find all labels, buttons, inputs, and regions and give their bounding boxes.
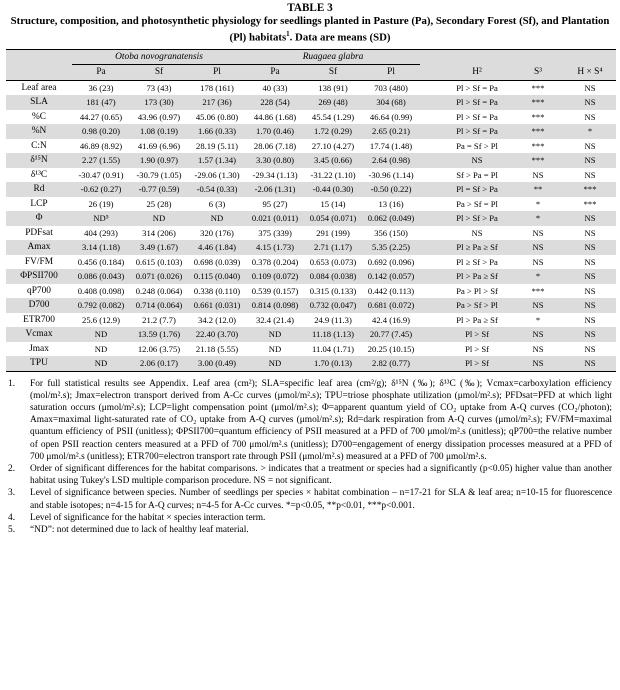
table-row bbox=[6, 240, 616, 255]
cell-ruagaea: 28.06 (7.18) bbox=[253, 140, 297, 151]
row-label: Φ bbox=[6, 211, 72, 226]
cell-ruagaea: 0.084 (0.038) bbox=[304, 269, 362, 284]
species-header-otoba: Otoba novogranatensis bbox=[72, 49, 246, 65]
cell-otoba: ND bbox=[94, 343, 108, 354]
cell-interaction-sig: NS bbox=[584, 256, 596, 267]
spacer-cell bbox=[420, 226, 442, 241]
row-label: Leaf area bbox=[21, 82, 57, 93]
cell-otoba: ND bbox=[72, 356, 130, 371]
row-label: δ¹³C bbox=[30, 169, 48, 180]
cell-ruagaea: 20.25 (10.15) bbox=[367, 343, 415, 354]
cell-ruagaea: 703 (480) bbox=[374, 82, 408, 93]
cell-otoba: 3.49 (1.67) bbox=[130, 240, 188, 255]
cell-otoba: 44.27 (0.65) bbox=[79, 111, 123, 122]
stat-header-habitat: H² bbox=[442, 65, 512, 81]
footnote bbox=[8, 524, 612, 536]
footnote-text: “ND”: not determined due to lack of healthy leaf material. bbox=[30, 525, 249, 536]
habitat-header: Sf bbox=[130, 65, 188, 81]
cell-interaction-sig: NS bbox=[564, 153, 616, 168]
cell-habitat-order: Pl > Sf = Pa bbox=[456, 82, 498, 93]
cell-ruagaea: 5.35 (2.25) bbox=[362, 240, 420, 255]
cell-otoba: 0.115 (0.040) bbox=[188, 269, 246, 284]
cell-interaction-sig: NS bbox=[584, 111, 596, 122]
cell-interaction-sig: NS bbox=[564, 95, 616, 110]
table-row bbox=[6, 269, 616, 284]
cell-interaction-sig: NS bbox=[584, 314, 596, 325]
footnote bbox=[8, 487, 612, 511]
cell-otoba: 34.2 (12.0) bbox=[198, 314, 236, 325]
cell-species-sig: *** bbox=[531, 140, 545, 151]
spacer-cell bbox=[420, 139, 442, 154]
cell-habitat-order: NS bbox=[471, 227, 483, 238]
cell-otoba: 28.19 (5.11) bbox=[196, 140, 238, 151]
cell-habitat-order: Pl > Sf bbox=[465, 343, 490, 354]
cell-otoba: 173 (30) bbox=[130, 95, 188, 110]
cell-species-sig: NS bbox=[512, 298, 564, 313]
cell-ruagaea: 2.65 (0.21) bbox=[362, 124, 420, 139]
cell-ruagaea: 2.82 (0.77) bbox=[362, 356, 420, 371]
cell-interaction-sig: NS bbox=[564, 211, 616, 226]
cell-otoba: 320 (176) bbox=[200, 227, 234, 238]
cell-habitat-order: Pa > Sf > Pl bbox=[442, 298, 512, 313]
cell-otoba: 25 (28) bbox=[146, 198, 172, 209]
cell-otoba: 0.408 (0.098) bbox=[77, 285, 125, 296]
cell-otoba: 181 (47) bbox=[72, 95, 130, 110]
cell-otoba: -0.54 (0.33) bbox=[188, 182, 246, 197]
cell-ruagaea: 27.10 (4.27) bbox=[311, 140, 355, 151]
cell-ruagaea: 20.77 (7.45) bbox=[362, 327, 420, 342]
cell-otoba: 26 (19) bbox=[88, 198, 114, 209]
cell-otoba: 21.18 (5.55) bbox=[195, 343, 239, 354]
cell-ruagaea: 0.814 (0.098) bbox=[246, 298, 304, 313]
cell-otoba: 41.69 (6.96) bbox=[137, 140, 181, 151]
header-row-habitats bbox=[6, 65, 616, 81]
row-label: ETR700 bbox=[23, 314, 55, 325]
cell-interaction-sig: NS bbox=[564, 327, 616, 342]
footnote-number: 2. bbox=[8, 464, 16, 475]
table-row bbox=[6, 153, 616, 168]
row-label: qP700 bbox=[27, 285, 51, 296]
habitat-header: Pa bbox=[246, 65, 304, 81]
habitat-header: Pl bbox=[188, 65, 246, 81]
footnote-number: 5. bbox=[8, 525, 16, 536]
cell-ruagaea: -0.44 (0.30) bbox=[304, 182, 362, 197]
cell-ruagaea: 1.72 (0.29) bbox=[304, 124, 362, 139]
spacer-cell bbox=[420, 327, 442, 342]
table-row bbox=[6, 342, 616, 357]
cell-ruagaea: 42.4 (16.9) bbox=[372, 314, 410, 325]
cell-species-sig: *** bbox=[512, 153, 564, 168]
cell-ruagaea: 0.315 (0.133) bbox=[309, 285, 357, 296]
cell-interaction-sig: NS bbox=[564, 298, 616, 313]
cell-ruagaea: 46.64 (0.99) bbox=[369, 111, 413, 122]
cell-otoba: 73 (43) bbox=[146, 82, 172, 93]
cell-habitat-order: Pa = Sf > Pl bbox=[456, 140, 498, 151]
cell-interaction-sig: *** bbox=[583, 198, 597, 209]
cell-ruagaea: -29.34 (1.13) bbox=[252, 169, 298, 180]
cell-species-sig: NS bbox=[512, 240, 564, 255]
cell-ruagaea: 17.74 (1.48) bbox=[369, 140, 413, 151]
row-label: ΦPSII700 bbox=[6, 269, 72, 284]
spacer-cell bbox=[420, 182, 442, 197]
cell-otoba: 3.14 (1.18) bbox=[72, 240, 130, 255]
table-row bbox=[6, 298, 616, 313]
cell-ruagaea: -0.50 (0.22) bbox=[362, 182, 420, 197]
table-row bbox=[6, 313, 616, 328]
cell-interaction-sig: * bbox=[564, 124, 616, 139]
cell-otoba: 0.98 (0.20) bbox=[72, 124, 130, 139]
table-row bbox=[6, 124, 616, 139]
cell-otoba: 0.714 (0.064) bbox=[130, 298, 188, 313]
cell-species-sig: NS bbox=[532, 227, 544, 238]
subtitle-tail: . Data are means (SD) bbox=[289, 31, 391, 44]
cell-habitat-order: Pl ≥ Pa ≥ Sf bbox=[442, 240, 512, 255]
cell-otoba: 1.90 (0.97) bbox=[130, 153, 188, 168]
cell-interaction-sig: NS bbox=[584, 169, 596, 180]
spacer-cell bbox=[420, 255, 442, 270]
cell-otoba: ND bbox=[72, 327, 130, 342]
cell-ruagaea: 32.4 (21.4) bbox=[256, 314, 294, 325]
table-row bbox=[6, 80, 616, 95]
cell-ruagaea: 0.681 (0.072) bbox=[362, 298, 420, 313]
cell-habitat-order: Pa > Sf = Pl bbox=[456, 198, 498, 209]
cell-ruagaea: -31.22 (1.10) bbox=[310, 169, 356, 180]
cell-ruagaea: 11.18 (1.13) bbox=[304, 327, 362, 342]
cell-otoba: 46.89 (8.92) bbox=[79, 140, 123, 151]
row-label: Amax bbox=[6, 240, 72, 255]
row-label: %N bbox=[6, 124, 72, 139]
cell-otoba: ND bbox=[188, 211, 246, 226]
cell-ruagaea: 2.71 (1.17) bbox=[304, 240, 362, 255]
cell-interaction-sig: NS bbox=[564, 240, 616, 255]
footnote bbox=[8, 463, 612, 487]
cell-otoba: 0.086 (0.043) bbox=[72, 269, 130, 284]
cell-interaction-sig: *** bbox=[564, 182, 616, 197]
row-label: PDFsat bbox=[25, 227, 53, 238]
habitat-header: Sf bbox=[304, 65, 362, 81]
cell-habitat-order: Pl > Sf = Pa bbox=[442, 124, 512, 139]
header-row-species bbox=[6, 49, 616, 65]
spacer-cell bbox=[420, 110, 442, 125]
cell-otoba: 0.792 (0.082) bbox=[72, 298, 130, 313]
row-label: δ¹⁵N bbox=[6, 153, 72, 168]
spacer-cell bbox=[420, 284, 442, 299]
cell-species-sig: NS bbox=[532, 256, 544, 267]
footnotes bbox=[8, 378, 612, 537]
row-label: LCP bbox=[30, 198, 48, 209]
table-row bbox=[6, 255, 616, 270]
row-label: Jmax bbox=[29, 343, 49, 354]
cell-interaction-sig: NS bbox=[584, 227, 596, 238]
cell-species-sig: * bbox=[535, 198, 541, 209]
cell-otoba: -0.77 (0.59) bbox=[130, 182, 188, 197]
cell-habitat-order: Sf > Pa = Pl bbox=[456, 169, 498, 180]
footnote-text: Level of significance for the habitat × species interaction term. bbox=[30, 512, 266, 523]
footnote-number: 3. bbox=[8, 488, 16, 499]
cell-species-sig: NS bbox=[532, 169, 544, 180]
cell-habitat-order: Pl > Sf bbox=[442, 327, 512, 342]
table-row bbox=[6, 284, 616, 299]
cell-otoba: 314 (206) bbox=[142, 227, 176, 238]
cell-otoba: 21.2 (7.7) bbox=[142, 314, 176, 325]
cell-habitat-order: Pl > Sf = Pa bbox=[456, 111, 498, 122]
cell-otoba: 6 (3) bbox=[208, 198, 226, 209]
table-row bbox=[6, 226, 616, 241]
spacer-cell bbox=[420, 153, 442, 168]
table-subtitle bbox=[10, 15, 610, 45]
cell-ruagaea: 15 (14) bbox=[320, 198, 346, 209]
cell-ruagaea: 304 (68) bbox=[362, 95, 420, 110]
cell-ruagaea: 24.9 (11.3) bbox=[314, 314, 352, 325]
row-label: Vcmax bbox=[6, 327, 72, 342]
cell-interaction-sig: NS bbox=[584, 343, 596, 354]
table-row bbox=[6, 168, 616, 183]
cell-ruagaea: 1.70 (0.13) bbox=[304, 356, 362, 371]
cell-otoba: 43.96 (0.97) bbox=[137, 111, 181, 122]
table-title: TABLE 3 bbox=[287, 2, 333, 14]
cell-species-sig: *** bbox=[531, 111, 545, 122]
row-label: SLA bbox=[6, 95, 72, 110]
cell-habitat-order: Pl > Pa ≥ Sf bbox=[442, 269, 512, 284]
cell-ruagaea: 0.054 (0.071) bbox=[304, 211, 362, 226]
cell-ruagaea: 0.732 (0.047) bbox=[304, 298, 362, 313]
subtitle-footnote-mark: 1 bbox=[286, 30, 290, 38]
cell-ruagaea: 11.04 (1.71) bbox=[312, 343, 354, 354]
stat-header-interaction: H × S⁴ bbox=[564, 65, 616, 81]
cell-otoba: -30.47 (0.91) bbox=[78, 169, 124, 180]
cell-ruagaea: 3.30 (0.80) bbox=[246, 153, 304, 168]
cell-otoba: 36 (23) bbox=[88, 82, 114, 93]
cell-interaction-sig: NS bbox=[584, 285, 596, 296]
cell-otoba: -0.62 (0.27) bbox=[72, 182, 130, 197]
cell-species-sig: *** bbox=[531, 285, 545, 296]
footnote-number: 1. bbox=[8, 378, 16, 389]
row-label: Rd bbox=[6, 182, 72, 197]
table-body bbox=[6, 80, 616, 371]
spacer-cell bbox=[420, 80, 442, 95]
row-label: TPU bbox=[6, 356, 72, 371]
footnote-text: Order of significant differences for the habitat comparisons. > indicates that a treatment or species had a significantly (p<0.05) higher value than another habitat using Tukey's LSD multiple comparison procedure. NS = not significant. bbox=[30, 464, 612, 487]
cell-ruagaea: 0.442 (0.113) bbox=[367, 285, 415, 296]
table-row bbox=[6, 211, 616, 226]
spacer-cell bbox=[420, 240, 442, 255]
cell-ruagaea: 45.54 (1.29) bbox=[311, 111, 355, 122]
cell-species-sig: * bbox=[535, 314, 541, 325]
cell-otoba: 2.06 (0.17) bbox=[130, 356, 188, 371]
cell-otoba: 13.59 (1.76) bbox=[130, 327, 188, 342]
cell-otoba: -30.79 (1.05) bbox=[136, 169, 182, 180]
footnote-number: 4. bbox=[8, 512, 16, 523]
row-label: C:N bbox=[31, 140, 47, 151]
cell-otoba: 0.456 (0.184) bbox=[77, 256, 125, 267]
spacer-cell bbox=[420, 269, 442, 284]
cell-ruagaea: -30.96 (1.14) bbox=[368, 169, 414, 180]
cell-otoba: 25.6 (12.9) bbox=[82, 314, 120, 325]
cell-ruagaea: ND bbox=[246, 327, 304, 342]
spacer-cell bbox=[420, 95, 442, 110]
table-row bbox=[6, 139, 616, 154]
cell-otoba: 1.57 (1.34) bbox=[188, 153, 246, 168]
cell-otoba: 0.071 (0.026) bbox=[130, 269, 188, 284]
cell-otoba: 1.08 (0.19) bbox=[130, 124, 188, 139]
cell-habitat-order: Pl > Pa ≥ Sf bbox=[456, 314, 498, 325]
cell-species-sig: * bbox=[512, 269, 564, 284]
cell-otoba: 12.06 (3.75) bbox=[137, 343, 181, 354]
spacer-cell bbox=[420, 211, 442, 226]
cell-ruagaea: ND bbox=[246, 356, 304, 371]
cell-ruagaea: 40 (33) bbox=[262, 82, 288, 93]
row-label: FV/FM bbox=[24, 256, 54, 267]
cell-ruagaea: 228 (54) bbox=[246, 95, 304, 110]
spacer-cell bbox=[420, 356, 442, 371]
subtitle-text: Structure, composition, and photosynthetic physiology for seedlings planted in Pasture (Pa), Secondary Forest (Sf), and Plantation (Pl) habitats bbox=[10, 15, 610, 44]
cell-interaction-sig: NS bbox=[584, 140, 596, 151]
cell-ruagaea: 0.021 (0.011) bbox=[246, 211, 304, 226]
cell-interaction-sig: NS bbox=[564, 269, 616, 284]
footnote-text: For full statistical results see Appendix. Leaf area (cm²); SLA=specific leaf area (cm²/g); δ¹⁵N (‰); δ¹³C (‰); Vcmax=carboxylation efficiency (mol/m².s); Jmax=electron transport derived from A-Cc curves (μmol/m².s); TPU=triose phosphate utilization (μmol/m².s); PFDsat=PFD at which light saturation occurs (μmol/m².s); LCP=light compensation point (μmol/m².s); Φ=apparent quantum yield of CO₂ uptake from A-Q curves (CO₂/photon); Amax=maximal light-saturated rate of CO₂ uptake from A-Q curves (μmol/m².s); Rd=dark respiration from A-Q curves (μmol/m².s); FV/FM=maximal quantum efficiency of PSII (unitless); ΦPSII700=quantum efficiency of PSII measured at a PFD of 700 μmol/m².s (unitless); qP700=the relative number of open PSII reaction centers measured at a PFD of 700 μmol/m².s (unitless); D700=engagement of energy dissipation processes measured at a PFD of 700 μmol/m².s (unitless); ETR700=electron transport rate through PSII (μmol/m².s) measured at a PFD of 700 μmol/m².s. bbox=[30, 378, 612, 462]
cell-otoba: ND bbox=[130, 211, 188, 226]
cell-habitat-order: NS bbox=[442, 153, 512, 168]
row-label: %C bbox=[31, 111, 47, 122]
cell-otoba: 0.661 (0.031) bbox=[188, 298, 246, 313]
cell-species-sig: *** bbox=[531, 82, 545, 93]
cell-species-sig: * bbox=[512, 211, 564, 226]
table-row bbox=[6, 110, 616, 125]
cell-otoba: 1.66 (0.33) bbox=[188, 124, 246, 139]
cell-interaction-sig: NS bbox=[564, 356, 616, 371]
footnote-text: Level of significance between species. Number of seedlings per species × habitat combination – n=17-21 for SLA & leaf area; n=10-15 for fluorescence and stable isotopes; n=4-15 for A-Q curves; n=4-5 for A-Cc curves. *=p<0.05, **p<0.01, ***p<0.001. bbox=[30, 488, 612, 511]
spacer-cell bbox=[420, 313, 442, 328]
table-row bbox=[6, 197, 616, 212]
cell-species-sig: ** bbox=[512, 182, 564, 197]
habitat-header: Pa bbox=[72, 65, 130, 81]
cell-ruagaea: 375 (339) bbox=[258, 227, 292, 238]
table-row bbox=[6, 327, 616, 342]
cell-habitat-order: Pl > Sf > Pa bbox=[442, 211, 512, 226]
cell-otoba: 0.248 (0.064) bbox=[135, 285, 183, 296]
cell-ruagaea: ND bbox=[268, 343, 282, 354]
stat-header-species: S³ bbox=[512, 65, 564, 81]
habitat-header: Pl bbox=[362, 65, 420, 81]
cell-ruagaea: 356 (150) bbox=[374, 227, 408, 238]
species-header-ruagaea: Ruagaea glabra bbox=[246, 49, 420, 65]
cell-otoba: 0.698 (0.039) bbox=[193, 256, 241, 267]
cell-species-sig: *** bbox=[512, 95, 564, 110]
row-label: D700 bbox=[6, 298, 72, 313]
cell-otoba: 178 (161) bbox=[200, 82, 234, 93]
cell-ruagaea: 44.86 (1.68) bbox=[253, 111, 297, 122]
cell-ruagaea: 138 (91) bbox=[318, 82, 348, 93]
spacer-cell bbox=[420, 298, 442, 313]
cell-otoba: 2.27 (1.55) bbox=[72, 153, 130, 168]
cell-ruagaea: 2.64 (0.98) bbox=[362, 153, 420, 168]
cell-otoba: 0.615 (0.103) bbox=[135, 256, 183, 267]
cell-ruagaea: -2.06 (1.31) bbox=[246, 182, 304, 197]
spacer-cell bbox=[420, 124, 442, 139]
cell-habitat-order: Pl > Sf = Pa bbox=[442, 95, 512, 110]
cell-ruagaea: 0.692 (0.096) bbox=[367, 256, 415, 267]
cell-species-sig: *** bbox=[512, 124, 564, 139]
cell-otoba: 0.338 (0.110) bbox=[193, 285, 241, 296]
cell-ruagaea: 95 (27) bbox=[262, 198, 288, 209]
cell-ruagaea: 3.45 (0.66) bbox=[304, 153, 362, 168]
cell-otoba: 22.40 (3.70) bbox=[188, 327, 246, 342]
cell-otoba: 217 (36) bbox=[188, 95, 246, 110]
cell-ruagaea: 291 (199) bbox=[316, 227, 350, 238]
spacer-cell bbox=[420, 168, 442, 183]
footnote bbox=[8, 378, 612, 463]
spacer-cell bbox=[420, 197, 442, 212]
cell-otoba: -29.06 (1.30) bbox=[194, 169, 240, 180]
cell-ruagaea: 1.70 (0.46) bbox=[246, 124, 304, 139]
cell-otoba: 3.00 (0.49) bbox=[188, 356, 246, 371]
cell-ruagaea: 0.142 (0.057) bbox=[362, 269, 420, 284]
table-row bbox=[6, 95, 616, 110]
footnote bbox=[8, 512, 612, 524]
cell-species-sig: NS bbox=[512, 356, 564, 371]
cell-ruagaea: 0.109 (0.072) bbox=[246, 269, 304, 284]
cell-otoba: ND⁵ bbox=[72, 211, 130, 226]
cell-ruagaea: 4.15 (1.73) bbox=[246, 240, 304, 255]
cell-ruagaea: 0.378 (0.204) bbox=[251, 256, 299, 267]
table-row bbox=[6, 356, 616, 371]
spacer-cell bbox=[420, 342, 442, 357]
cell-ruagaea: 0.653 (0.073) bbox=[309, 256, 357, 267]
cell-otoba: 404 (293) bbox=[84, 227, 118, 238]
cell-habitat-order: Pl ≥ Sf > Pa bbox=[456, 256, 498, 267]
data-table bbox=[6, 49, 616, 372]
cell-species-sig: NS bbox=[532, 343, 544, 354]
cell-ruagaea: 269 (48) bbox=[304, 95, 362, 110]
cell-interaction-sig: NS bbox=[584, 82, 596, 93]
cell-ruagaea: 0.062 (0.049) bbox=[362, 211, 420, 226]
cell-ruagaea: 13 (16) bbox=[378, 198, 404, 209]
cell-otoba: 4.46 (1.84) bbox=[188, 240, 246, 255]
cell-ruagaea: 0.539 (0.157) bbox=[251, 285, 299, 296]
cell-habitat-order: Pl > Sf bbox=[442, 356, 512, 371]
cell-species-sig: NS bbox=[512, 327, 564, 342]
cell-habitat-order: Pl = Sf > Pa bbox=[442, 182, 512, 197]
cell-otoba: 45.06 (0.80) bbox=[195, 111, 239, 122]
table-row bbox=[6, 182, 616, 197]
cell-habitat-order: Pa > Pl > Sf bbox=[456, 285, 498, 296]
